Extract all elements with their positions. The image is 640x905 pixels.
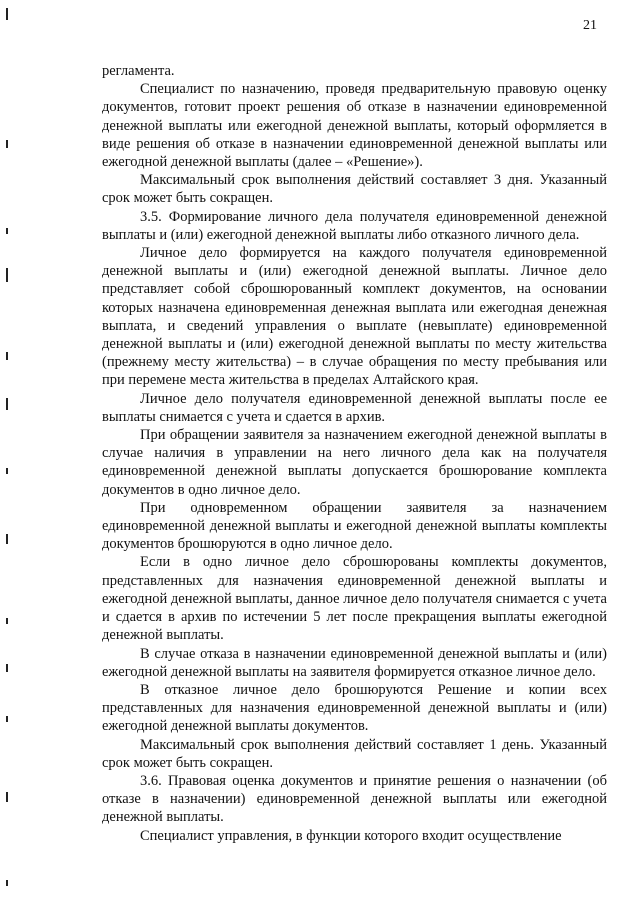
- paragraph: Специалист по назначению, проведя предварительную правовую оценку документов, готовит проект решения об отказе в назначении единовременной денежной выплаты или ежегодной денежной выплаты, который оформляется в виде решения об отказе в назначении единовременной денежной выплаты или ежегодной денежной выплаты (далее – «Решение»).: [102, 81, 607, 171]
- document-body: [102, 62, 607, 845]
- scan-mark: [6, 880, 8, 886]
- scan-mark: [6, 534, 8, 544]
- scan-mark: [6, 664, 8, 672]
- paragraph: Личное дело получателя единовременной денежной выплаты после ее выплаты снимается с учета и сдается в архив.: [102, 390, 607, 425]
- margin-scan-marks: [0, 0, 20, 905]
- paragraph: Если в одно личное дело сброшюрованы комплекты документов, представленных для назначения единовременной денежной выплаты и ежегодной денежной выплаты, данное личное дело получателя снимается с учета и сдается в архив по истечении 5 лет после прекращения выплаты ежегодной денежной выплаты.: [102, 554, 607, 644]
- section-heading: 3.6. Правовая оценка документов и принятие решения о назначении (об отказе в назначении) единовременной денежной выплаты или ежегодной денежной выплаты.: [102, 772, 607, 826]
- paragraph: Личное дело формируется на каждого получателя единовременной денежной выплаты и (или) ежегодной денежной выплаты. Личное дело представляет собой сброшюрованный комплект документов, на основании которых назначена единовременная денежная выплата или ежегодная денежная выплата, и сведений управления о выплате (невыплате) единовременной денежной выплаты и (или) ежегодной денежной выплаты по месту жительства (прежнему месту жительства) – в случае обращения по месту пребывания или при перемене места жительства в пределах Алтайского края.: [102, 245, 607, 389]
- scan-mark: [6, 468, 8, 474]
- scan-mark: [6, 398, 8, 410]
- paragraph: Максимальный срок выполнения действий составляет 1 день. Указанный срок может быть сокращен.: [102, 736, 607, 771]
- page-number: 21: [583, 18, 597, 33]
- section-heading: 3.5. Формирование личного дела получателя единовременной денежной выплаты и (или) ежегодной денежной выплаты либо отказного личного дела.: [102, 208, 607, 243]
- scan-mark: [6, 716, 8, 722]
- scan-mark: [6, 228, 8, 234]
- paragraph: Максимальный срок выполнения действий составляет 3 дня. Указанный срок может быть сокращен.: [102, 172, 607, 207]
- paragraph: В случае отказа в назначении единовременной денежной выплаты и (или) ежегодной денежной выплаты на заявителя формируется отказное личное дело.: [102, 645, 607, 680]
- paragraph: В отказное личное дело брошюруются Решение и копии всех представленных для назначения единовременной денежной выплаты и (или) ежегодной денежной выплаты документов.: [102, 681, 607, 735]
- scan-mark: [6, 268, 8, 282]
- paragraph: При одновременном обращении заявителя за назначением единовременной денежной выплаты и ежегодной денежной выплаты комплекты документов брошюруются в одно личное дело.: [102, 499, 607, 553]
- paragraph: Специалист управления, в функции которого входит осуществление: [140, 827, 562, 844]
- scan-mark: [6, 352, 8, 360]
- scan-mark: [6, 792, 8, 802]
- paragraph: При обращении заявителя за назначением ежегодной денежной выплаты в случае наличия в управлении на него личного дела как на получателя единовременной денежной выплаты допускается брошюрование комплекта документов в одно личное дело.: [102, 427, 607, 498]
- scan-mark: [6, 140, 8, 148]
- scan-mark: [6, 8, 8, 20]
- scan-mark: [6, 618, 8, 624]
- paragraph: регламента.: [102, 63, 175, 79]
